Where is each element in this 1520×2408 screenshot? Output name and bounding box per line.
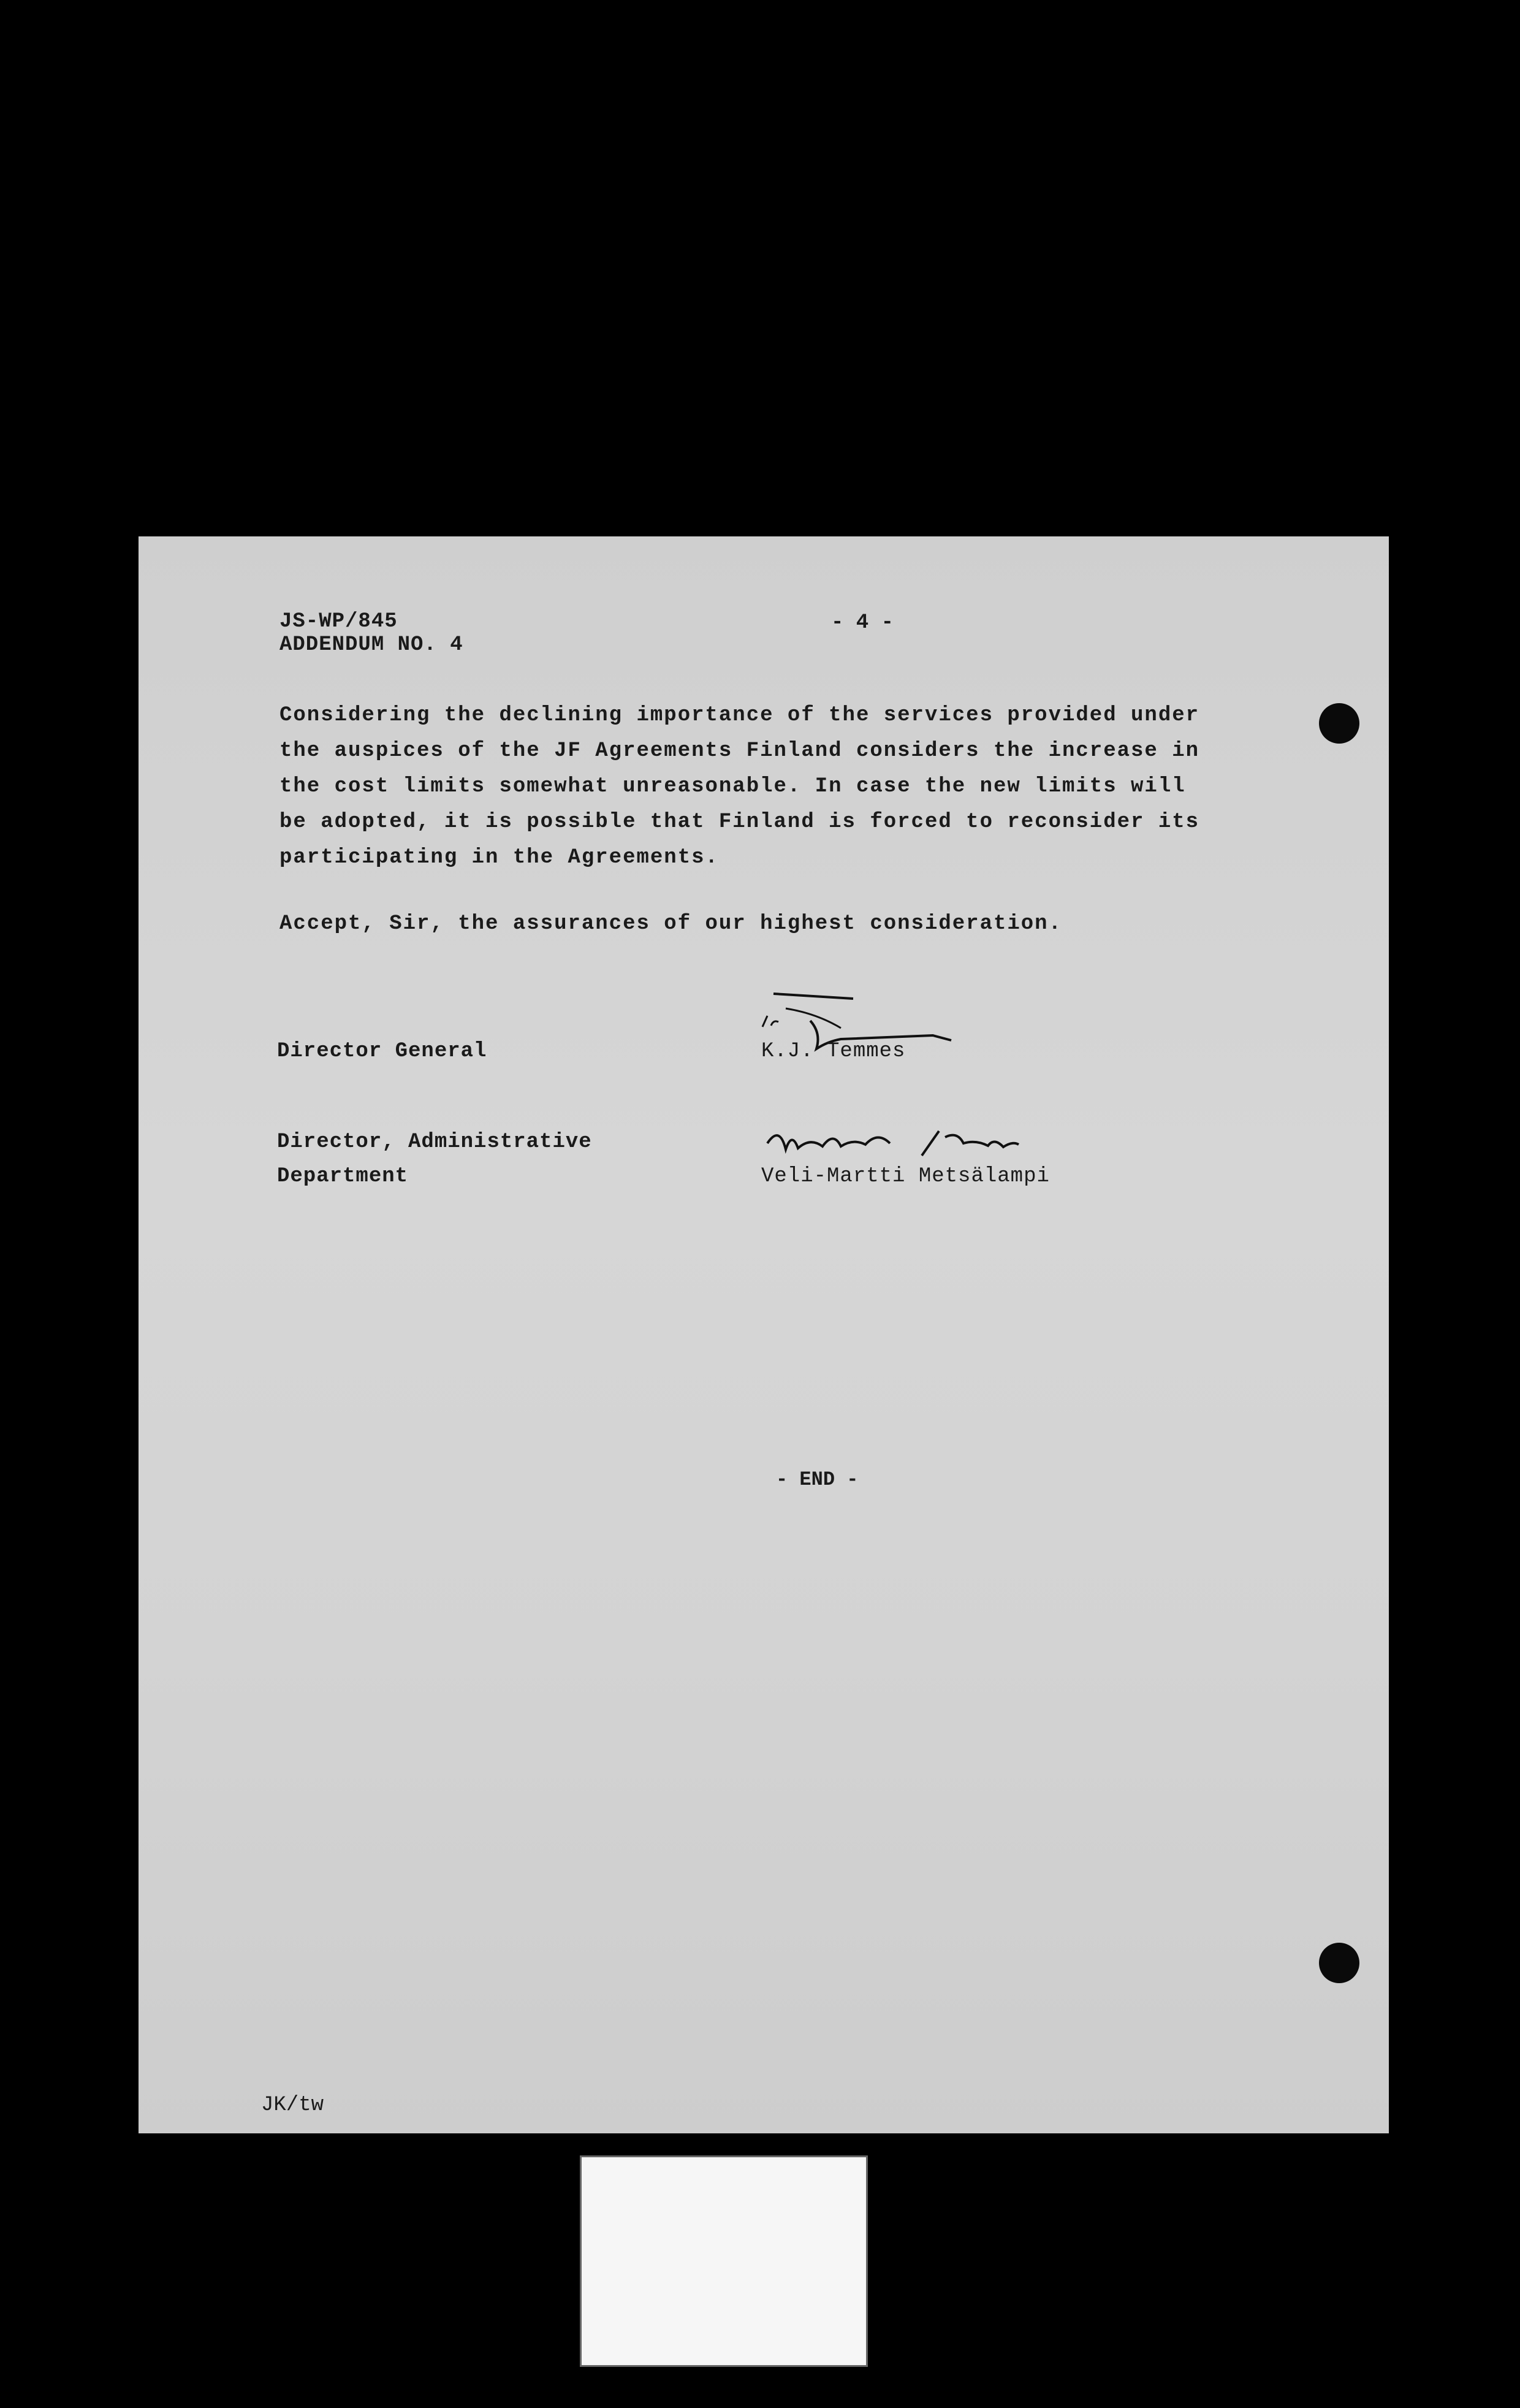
closing-line: Accept, Sir, the assurances of our highest consideration.: [279, 912, 1062, 935]
signatory-title: Director, Administrative Department: [277, 1130, 592, 1188]
punch-hole: [1319, 703, 1359, 744]
typist-initials: JK/tw: [261, 2094, 324, 2117]
paragraph: Considering the declining importance of the services provided under the auspices of the JF Agreements Finland considers the increase in the cost limits somewhat unreasonable. In case the new limits will be adopted, it is possible that Finland is forced to reconsider its participating in the Agreements.: [279, 704, 1200, 869]
page-number: - 4 -: [831, 611, 894, 634]
blank-card: [580, 2155, 868, 2367]
reference-code: JS-WP/845: [279, 610, 398, 633]
signatory-name: Veli-Martti Metsälampi: [761, 1165, 1050, 1188]
signature-block-administrative-director: [277, 1125, 1258, 1205]
document-page: [139, 536, 1389, 2133]
signatory-name: K.J. Temmes: [761, 1040, 906, 1063]
document-reference: [279, 610, 463, 657]
end-marker: - END -: [776, 1468, 859, 1491]
signatory-title: Director General: [277, 1040, 487, 1063]
addendum-label: ADDENDUM NO. 4: [279, 633, 463, 657]
signature-block-director-general: [277, 1015, 1258, 1088]
punch-hole: [1319, 1943, 1359, 1983]
letter-body: [279, 698, 1211, 972]
